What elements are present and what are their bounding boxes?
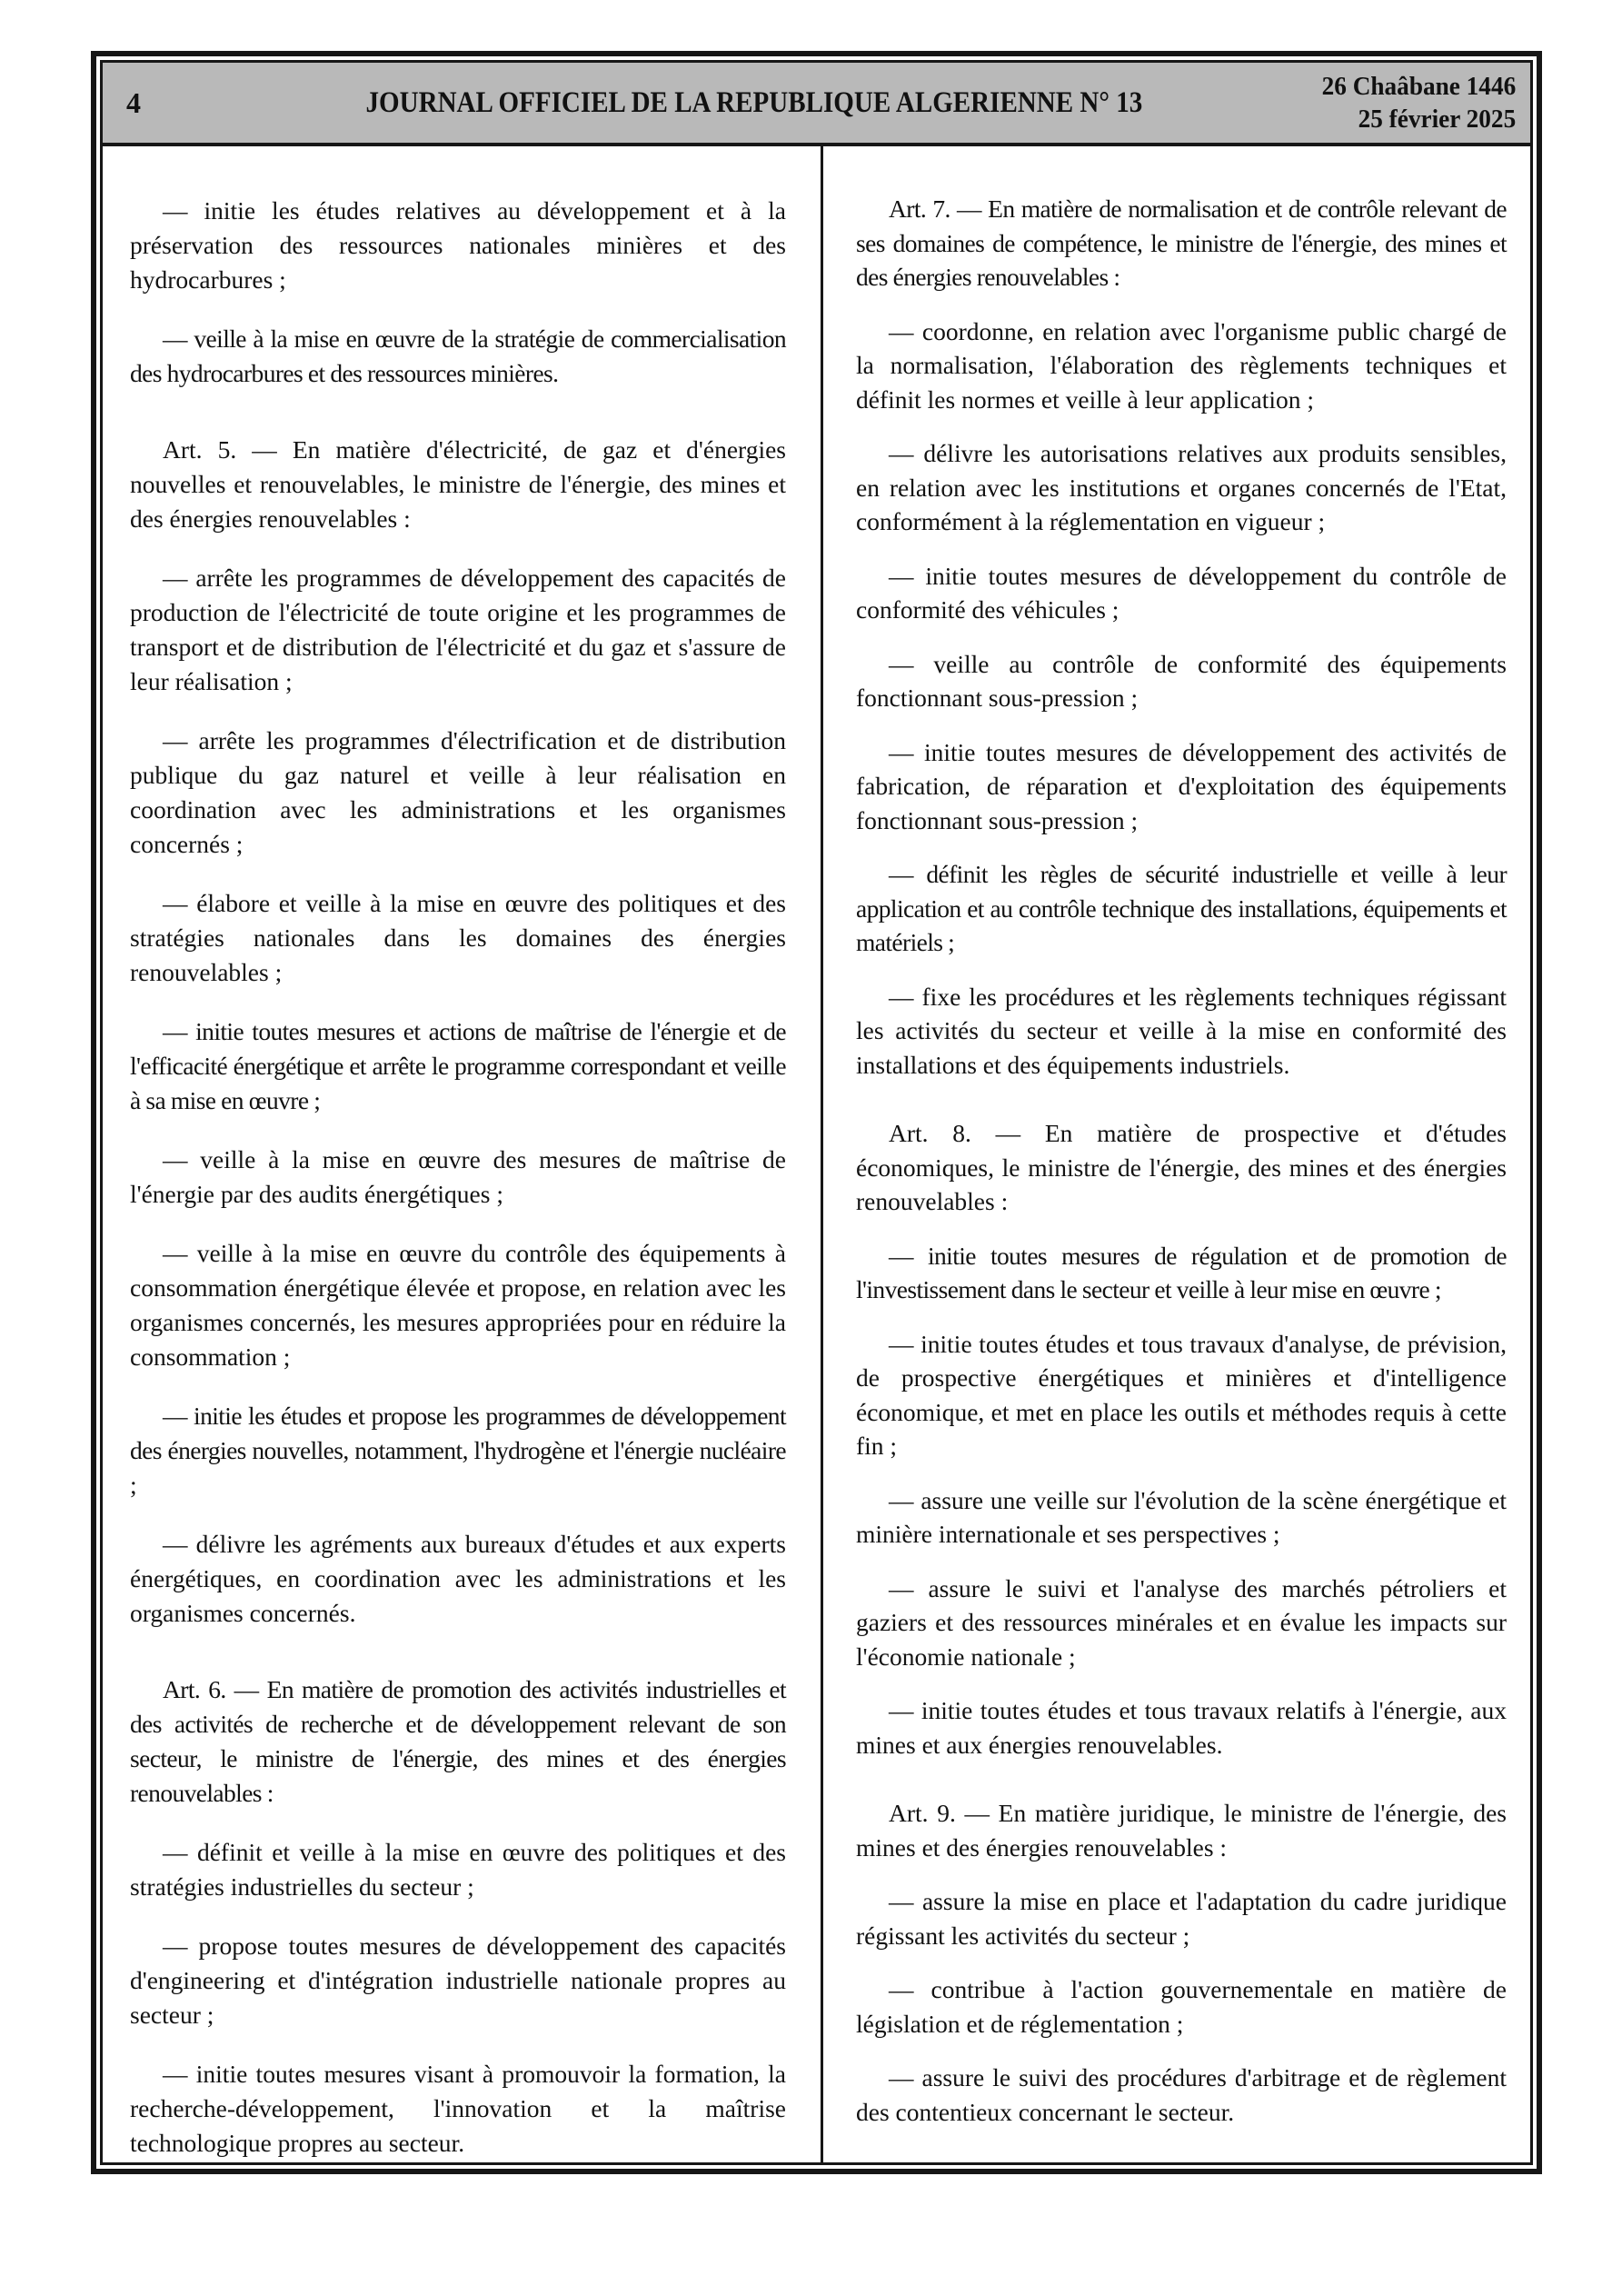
clause-paragraph: — veille au contrôle de conformité des équipements fonctionnant sous-pression ; (856, 649, 1507, 712)
page-frame-inner (100, 60, 1533, 2165)
clause-paragraph: — assure le suivi et l'analyse des marchés pétroliers et gaziers et des ressources minérales et en évalue les impacts sur l'économie nationale ; (856, 1573, 1507, 1671)
article-paragraph: Art. 9. — En matière juridique, le ministre de l'énergie, des mines et des énergies renouvelables : (856, 1799, 1507, 1862)
article-paragraph: Art. 6. — En matière de promotion des activités industrielles et des activités de recherche et de développement relevant de son secteur, le ministre de l'énergie, des mines et des énergies renouvelables : (130, 1675, 786, 1807)
clause-paragraph: — initie les études relatives au développement et à la préservation des ressources nationales minières et des hydrocarbures ; (130, 196, 786, 294)
clause-paragraph: — initie toutes mesures visant à promouvoir la formation, la recherche-développement, l'innovation et la maîtrise technologique propres au secteur. (130, 2060, 786, 2157)
clause-paragraph: — délivre les autorisations relatives aux produits sensibles, en relation avec les institutions et organes concernés de l'Etat, conformément à la réglementation en vigueur ; (856, 439, 1507, 535)
date-gregorian: 25 février 2025 (1358, 105, 1516, 134)
journal-title: JOURNAL OFFICIEL DE LA REPUBLIQUE ALGERIENNE N° 13 (365, 85, 1143, 119)
clause-paragraph: — arrête les programmes d'électrification et de distribution publique du gaz naturel et veille à leur réalisation en coordination avec les administrations et les organismes concernés ; (130, 726, 786, 858)
clause-paragraph: — propose toutes mesures de développement des capacités d'engineering et d'intégration industrielle nationale propres au secteur ; (130, 1932, 786, 2029)
page-header (103, 63, 1530, 146)
page-frame (91, 51, 1542, 2174)
clause-paragraph: — initie toutes mesures et actions de maîtrise de l'énergie et de l'efficacité énergétique et arrête le programme correspondant et veille à sa mise en œuvre ; (130, 1017, 786, 1114)
left-column (103, 146, 821, 2162)
clause-paragraph: — assure le suivi des procédures d'arbitrage et de règlement des contentieux concernant le secteur. (856, 2063, 1507, 2126)
clause-paragraph: — arrête les programmes de développement des capacités de production de l'électricité de toute origine et les programmes de transport et de distribution de l'électricité et du gaz et s'assure de leur réalisation ; (130, 564, 786, 695)
clause-paragraph: — initie toutes études et tous travaux d'analyse, de prévision, de prospective énergétiques et minières et d'intelligence économique, et met en place les outils et méthodes requis à cette fin ; (856, 1329, 1507, 1460)
issue-dates (1321, 70, 1516, 135)
clause-paragraph: — assure une veille sur l'évolution de la scène énergétique et minière internationale et ses perspectives ; (856, 1485, 1507, 1548)
clause-paragraph: — initie toutes mesures de développement du contrôle de conformité des véhicules ; (856, 561, 1507, 624)
clause-paragraph: — contribue à l'action gouvernementale en matière de législation et de réglementation ; (856, 1975, 1507, 2038)
clause-paragraph: — élabore et veille à la mise en œuvre des politiques et des stratégies nationales dans les domaines des énergies renouvelables ; (130, 889, 786, 986)
clause-paragraph: — veille à la mise en œuvre de la stratégie de commercialisation des hydrocarbures et des ressources minières. (130, 324, 786, 387)
clause-paragraph: — initie toutes études et tous travaux relatifs à l'énergie, aux mines et aux énergies renouvelables. (856, 1696, 1507, 1759)
date-hijri: 26 Chaâbane 1446 (1321, 72, 1516, 101)
clause-paragraph: — veille à la mise en œuvre des mesures de maîtrise de l'énergie par des audits énergétiques ; (130, 1145, 786, 1208)
clause-paragraph: — initie toutes mesures de développement des activités de fabrication, de réparation et d'exploitation des équipements fonctionnant sous-pression ; (856, 737, 1507, 834)
clause-paragraph: — veille à la mise en œuvre du contrôle des équipements à consommation énergétique élevée et propose, en relation avec les organismes concernés, les mesures appropriées pour en réduire la consommation ; (130, 1239, 786, 1371)
page-number: 4 (126, 85, 141, 119)
clause-paragraph: — fixe les procédures et les règlements techniques régissant les activités du secteur et veille à la mise en conformité des installations et des équipements industriels. (856, 982, 1507, 1079)
article-paragraph: Art. 7. — En matière de normalisation et de contrôle relevant de ses domaines de compétence, le ministre de l'énergie, des mines et des énergies renouvelables : (856, 195, 1507, 291)
clause-paragraph: — délivre les agréments aux bureaux d'études et aux experts énergétiques, en coordination avec les administrations et les organismes concernés. (130, 1530, 786, 1627)
article-body (103, 146, 1530, 2162)
clause-paragraph: — initie les études et propose les programmes de développement des énergies nouvelles, notamment, l'hydrogène et l'énergie nucléaire ; (130, 1402, 786, 1499)
article-paragraph: Art. 8. — En matière de prospective et d'études économiques, le ministre de l'énergie, des mines et des énergies renouvelables : (856, 1119, 1507, 1215)
clause-paragraph: — définit et veille à la mise en œuvre des politiques et des stratégies industrielles du secteur ; (130, 1838, 786, 1901)
clause-paragraph: — initie toutes mesures de régulation et de promotion de l'investissement dans le secteur et veille à leur mise en œuvre ; (856, 1241, 1507, 1303)
right-column (823, 146, 1530, 2162)
article-paragraph: Art. 5. — En matière d'électricité, de gaz et d'énergies nouvelles et renouvelables, le ministre de l'énergie, des mines et des énergies renouvelables : (130, 435, 786, 533)
clause-paragraph: — coordonne, en relation avec l'organisme public chargé de la normalisation, l'élaboration des règlements techniques et définit les normes et veille à leur application ; (856, 316, 1507, 414)
clause-paragraph: — définit les règles de sécurité industrielle et veille à leur application et au contrôle technique des installations, équipements et matériels ; (856, 860, 1507, 956)
clause-paragraph: — assure la mise en place et l'adaptation du cadre juridique régissant les activités du secteur ; (856, 1887, 1507, 1950)
